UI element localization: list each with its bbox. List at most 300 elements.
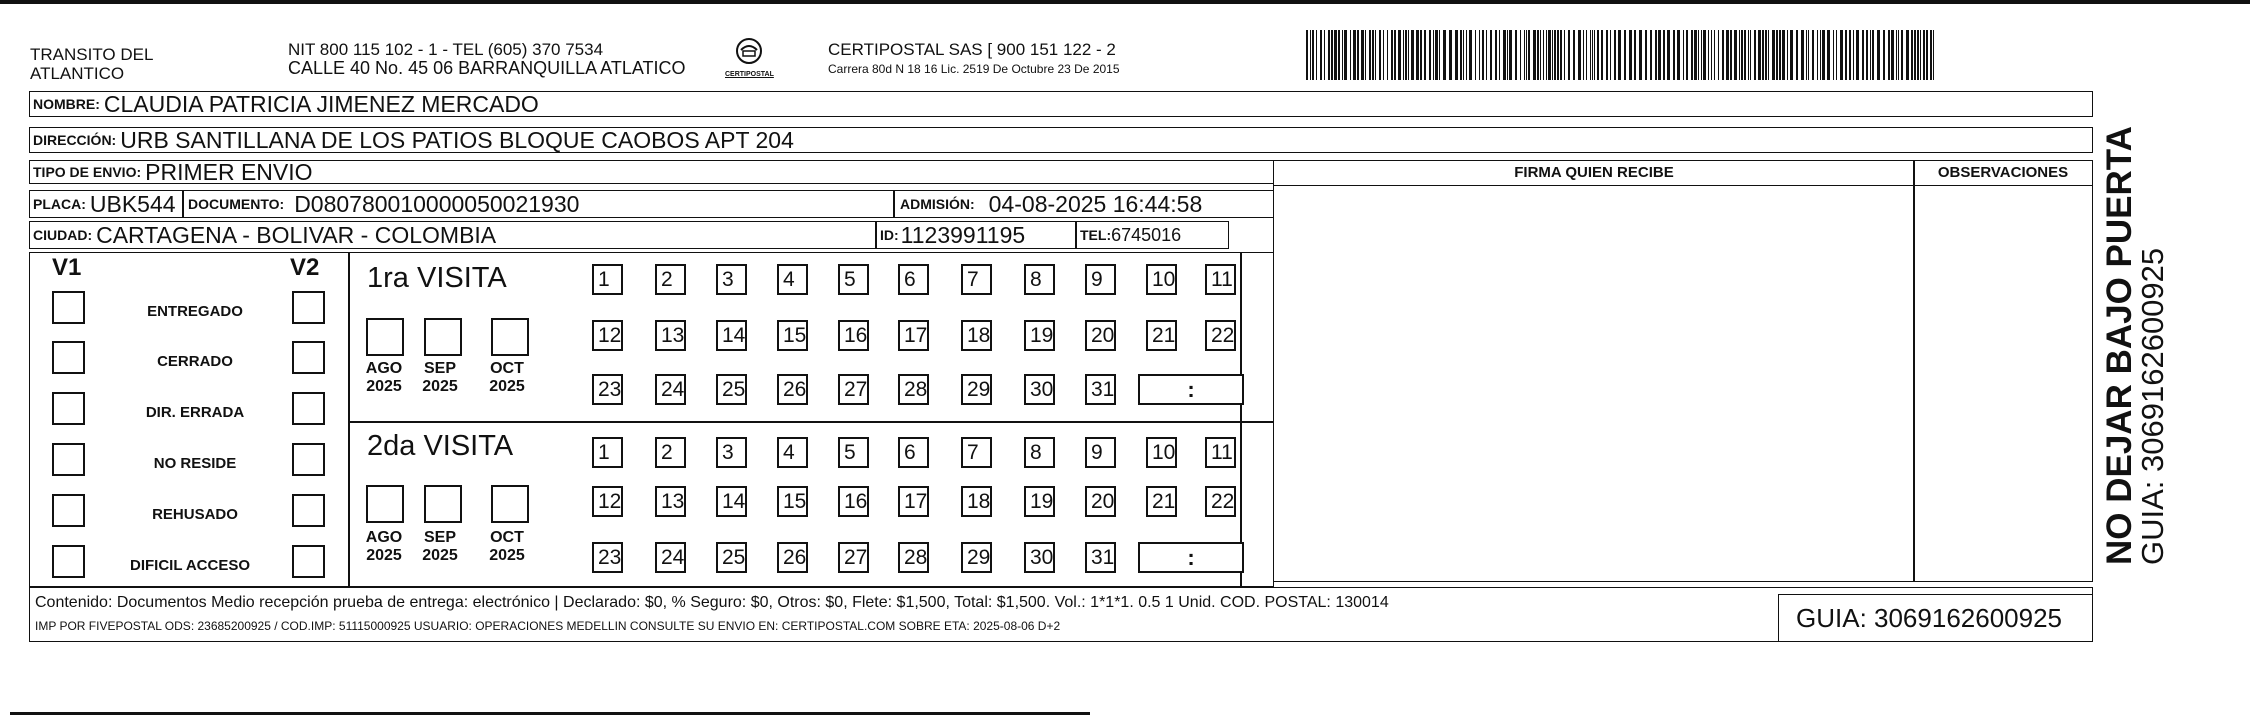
barcode-bar (1808, 30, 1809, 80)
barcode-bar (1667, 30, 1670, 80)
imp-line: IMP POR FIVEPOSTAL ODS: 23685200925 / COD.IMP: 51115000925 USUARIO: OPERACIONES MEDELLIN CONSULTE SU ENVIO EN: CERTIPOSTAL.COM SOBRE ETA: 2025-08-06 D+2 (35, 619, 1061, 633)
barcode-bar (1639, 30, 1642, 80)
no-dejar-text: NO DEJAR BAJO PUERTA (2100, 126, 2139, 565)
barcode-bar (1338, 30, 1340, 80)
barcode-bar (1822, 30, 1825, 80)
v2-checkbox[interactable] (292, 545, 325, 578)
barcode-bar (1734, 30, 1737, 80)
day-checkbox[interactable]: 1 (592, 264, 623, 295)
day-checkbox[interactable]: 31 (1085, 374, 1116, 405)
barcode-bar (1845, 30, 1847, 80)
barcode-bar (1703, 30, 1706, 80)
barcode-bar (1901, 30, 1903, 80)
barcode-bar (1920, 30, 1921, 80)
barcode-bar (1923, 30, 1925, 80)
day-checkbox[interactable]: 23 (592, 542, 623, 573)
day-checkbox[interactable]: 22 (1205, 320, 1236, 351)
nit-line: NIT 800 115 102 - 1 - TEL (605) 370 7534 (288, 40, 604, 59)
month-name: AGO (365, 529, 403, 546)
month-label (483, 529, 531, 565)
side-guia-text: GUIA: 3069162600925 (2135, 247, 2170, 565)
barcode-bar (1758, 30, 1761, 80)
month-year: 2025 (422, 547, 458, 564)
barcode-bar (1787, 30, 1788, 80)
month-label (360, 529, 408, 565)
barcode-bar (1557, 30, 1559, 80)
barcode-bar (1896, 30, 1897, 80)
barcode-bar (1435, 30, 1438, 80)
org-line-2: ATLANTICO (30, 64, 125, 83)
v2-label: V2 (290, 254, 320, 281)
v1-checkbox[interactable] (52, 291, 85, 324)
day-checkbox[interactable]: 15 (777, 486, 808, 517)
barcode-bar (1586, 30, 1587, 80)
barcode-bar (1503, 30, 1506, 80)
day-checkbox[interactable]: 17 (898, 486, 929, 517)
barcode-bar (1698, 30, 1699, 80)
org-contact (288, 40, 686, 78)
admision-divider (893, 190, 895, 218)
day-checkbox[interactable]: 6 (898, 437, 929, 468)
day-checkbox[interactable]: 21 (1146, 486, 1177, 517)
barcode-bar (1357, 30, 1359, 80)
placa-label: PLACA: (33, 196, 86, 212)
barcode-bar (1866, 30, 1868, 80)
day-checkbox[interactable]: 20 (1085, 320, 1116, 351)
v2-checkbox[interactable] (292, 341, 325, 374)
status-label: DIR. ERRADA (145, 404, 245, 421)
barcode-bar (1817, 30, 1818, 80)
nombre-value: CLAUDIA PATRICIA JIMENEZ MERCADO (103, 91, 539, 117)
month-checkbox[interactable] (366, 318, 404, 356)
barcode-bar (1394, 30, 1396, 80)
barcode-bar (1578, 30, 1581, 80)
day-checkbox[interactable]: 30 (1024, 542, 1055, 573)
barcode-bar (1568, 30, 1570, 80)
barcode-bar (1673, 30, 1675, 80)
direccion-row (29, 127, 2093, 153)
barcode-bar (1466, 30, 1467, 80)
barcode-bar (1420, 30, 1422, 80)
barcode-bar (1708, 30, 1709, 80)
tel-label: TEL: (1080, 227, 1112, 243)
barcode-bar (1546, 30, 1547, 80)
day-checkbox[interactable]: 5 (838, 264, 869, 295)
barcode-bar (1779, 30, 1781, 80)
barcode-bar (1526, 30, 1527, 80)
day-checkbox[interactable]: 30 (1024, 374, 1055, 405)
barcode-bar (1833, 30, 1834, 80)
placa-divider (182, 190, 184, 218)
barcode-bar (1754, 30, 1756, 80)
v2-checkbox[interactable] (292, 392, 325, 425)
barcode-bar (1606, 30, 1608, 80)
barcode-bar (1405, 30, 1407, 80)
status-label: NO RESIDE (153, 455, 237, 472)
admision-field (900, 190, 1202, 218)
documento-label: DOCUMENTO: (188, 196, 285, 212)
day-checkbox[interactable]: 13 (655, 486, 686, 517)
barcode-bar (1898, 30, 1899, 80)
barcode-bar (1691, 30, 1693, 80)
day-checkbox[interactable]: 18 (961, 486, 992, 517)
day-checkbox[interactable]: 8 (1024, 437, 1055, 468)
ciudad-value: CARTAGENA - BOLIVAR - COLOMBIA (96, 221, 497, 248)
barcode-bar (1353, 30, 1356, 80)
v1-label: V1 (52, 254, 82, 281)
barcode-bar (1387, 30, 1388, 80)
day-checkbox[interactable]: 14 (716, 320, 747, 351)
day-checkbox[interactable]: 27 (838, 374, 869, 405)
month-label (483, 360, 531, 396)
company-info (828, 40, 1120, 76)
barcode-bar (1443, 30, 1446, 80)
barcode-bar (1827, 30, 1830, 80)
barcode-bar (1560, 30, 1562, 80)
barcode-bar (1515, 30, 1517, 80)
placa-value: UBK544 (89, 190, 176, 217)
barcode-bar (1403, 30, 1404, 80)
barcode-bar (1748, 30, 1749, 80)
visit1-title: 1ra VISITA (367, 262, 507, 294)
barcode-bar (1812, 30, 1814, 80)
barcode-bar (1655, 30, 1657, 80)
barcode-bar (1914, 30, 1916, 80)
day-checkbox[interactable]: 22 (1205, 486, 1236, 517)
address-line: CALLE 40 No. 45 06 BARRANQUILLA ATLATICO (288, 58, 686, 78)
month-name: SEP (423, 529, 456, 546)
barcode-bar (1416, 30, 1419, 80)
month-checkbox[interactable] (366, 485, 404, 523)
id-value: 1123991195 (900, 221, 1026, 248)
barcode-bar (1840, 30, 1843, 80)
admision-label: ADMISIÓN: (900, 196, 975, 212)
top-border (0, 0, 2250, 4)
barcode-bar (1744, 30, 1746, 80)
day-checkbox[interactable]: 19 (1024, 486, 1055, 517)
month-label (360, 360, 408, 396)
barcode-bar (1528, 30, 1530, 80)
month-checkbox[interactable] (424, 485, 462, 523)
org-name (30, 45, 153, 83)
barcode-bar (1495, 30, 1497, 80)
barcode-bar (1856, 30, 1859, 80)
month-checkbox[interactable] (424, 318, 462, 356)
v1-checkbox[interactable] (52, 545, 85, 578)
day-checkbox[interactable]: 11 (1205, 264, 1236, 295)
barcode-bar (1645, 30, 1647, 80)
day-checkbox[interactable]: 1 (592, 437, 623, 468)
barcode-bar (1312, 30, 1314, 80)
barcode-bar (1930, 30, 1932, 80)
day-checkbox[interactable]: 6 (898, 264, 929, 295)
barcode-bar (1310, 30, 1311, 80)
day-checkbox[interactable]: 3 (716, 437, 747, 468)
barcode-bar (1424, 30, 1426, 80)
month-name: OCT (490, 529, 524, 546)
barcode-bar (1573, 30, 1575, 80)
month-year: 2025 (489, 547, 525, 564)
logo-icon (734, 36, 764, 66)
nombre-row (29, 91, 2093, 117)
day-checkbox[interactable]: 2 (655, 264, 686, 295)
barcode-bar (1486, 30, 1487, 80)
day-checkbox[interactable]: 9 (1085, 264, 1116, 295)
day-checkbox[interactable]: 16 (838, 486, 869, 517)
barcode-bar (1533, 30, 1536, 80)
day-checkbox[interactable]: 29 (961, 542, 992, 573)
barcode-bar (1711, 30, 1712, 80)
barcode-bar (1911, 30, 1913, 80)
company-address: Carrera 80d N 18 16 Lic. 2519 De Octubre 23 De 2015 (828, 62, 1120, 76)
day-checkbox[interactable]: 13 (655, 320, 686, 351)
barcode-bar (1499, 30, 1500, 80)
barcode-bar (1306, 30, 1308, 80)
day-checkbox[interactable]: 7 (961, 437, 992, 468)
day-checkbox[interactable]: 14 (716, 486, 747, 517)
barcode-bar (1537, 30, 1539, 80)
barcode-bar (1750, 30, 1751, 80)
day-checkbox[interactable]: 26 (777, 374, 808, 405)
v1-checkbox[interactable] (52, 392, 85, 425)
barcode-bar (1463, 30, 1464, 80)
day-checkbox[interactable]: 20 (1085, 486, 1116, 517)
barcode-bar (1383, 30, 1384, 80)
month-checkbox[interactable] (491, 318, 529, 356)
barcode-bar (1806, 30, 1807, 80)
day-checkbox[interactable]: 11 (1205, 437, 1236, 468)
visit-divider-right (1240, 252, 1242, 587)
day-checkbox[interactable]: 4 (777, 437, 808, 468)
barcode-bar (1853, 30, 1854, 80)
barcode-bar (1328, 30, 1330, 80)
barcode-bar (1540, 30, 1541, 80)
month-name: OCT (490, 360, 524, 377)
barcode-bar (1926, 30, 1928, 80)
day-checkbox[interactable]: 24 (655, 374, 686, 405)
barcode-bar (1741, 30, 1743, 80)
documento-value: D080780010000050021930 (294, 190, 580, 217)
barcode-bar (1624, 30, 1626, 80)
barcode-bar (1870, 30, 1871, 80)
day-checkbox[interactable]: 25 (716, 542, 747, 573)
month-year: 2025 (489, 378, 525, 395)
day-checkbox[interactable]: 28 (898, 542, 929, 573)
day-checkbox[interactable]: 21 (1146, 320, 1177, 351)
barcode-bar (1372, 30, 1374, 80)
month-name: SEP (423, 360, 456, 377)
month-year: 2025 (366, 378, 402, 395)
direccion-value: URB SANTILLANA DE LOS PATIOS BLOQUE CAOBOS APT 204 (120, 127, 794, 153)
barcode-bar (1686, 30, 1688, 80)
tipo-value: PRIMER ENVIO (145, 160, 313, 184)
month-label (416, 529, 464, 565)
barcode-bar (1379, 30, 1381, 80)
barcode-bar (1552, 30, 1553, 80)
logo-text: CERTIPOSTAL (725, 71, 774, 78)
barcode-bar (1334, 30, 1337, 80)
barcode-bar (1324, 30, 1325, 80)
status-label: ENTREGADO (147, 303, 243, 320)
barcode-bar (1548, 30, 1551, 80)
day-checkbox[interactable]: 15 (777, 320, 808, 351)
org-line-1: TRANSITO DEL (30, 45, 154, 64)
barcode-bar (1543, 30, 1544, 80)
day-checkbox[interactable]: 25 (716, 374, 747, 405)
barcode-bar (1730, 30, 1732, 80)
barcode-bar (1765, 30, 1767, 80)
day-checkbox[interactable]: 31 (1085, 542, 1116, 573)
day-checkbox[interactable]: 12 (592, 320, 623, 351)
barcode-bar (1344, 30, 1347, 80)
day-checkbox[interactable]: 27 (838, 542, 869, 573)
barcode-bar (1429, 30, 1431, 80)
barcode-bar (1801, 30, 1804, 80)
month-label (416, 360, 464, 396)
day-checkbox[interactable]: 7 (961, 264, 992, 295)
barcode-bar (1590, 30, 1591, 80)
barcode-bar (1772, 30, 1775, 80)
status-label: DIFICIL ACCESO (129, 557, 250, 574)
day-checkbox[interactable]: 9 (1085, 437, 1116, 468)
month-year: 2025 (366, 547, 402, 564)
day-checkbox[interactable]: 8 (1024, 264, 1055, 295)
barcode-bar (1331, 30, 1333, 80)
day-checkbox[interactable]: 3 (716, 264, 747, 295)
day-checkbox[interactable]: 10 (1146, 437, 1177, 468)
barcode-bar (1350, 30, 1351, 80)
status-label: CERRADO (157, 353, 233, 370)
barcode-bar (1610, 30, 1611, 80)
barcode-bar (1365, 30, 1366, 80)
v1-checkbox[interactable] (52, 341, 85, 374)
barcode-bar (1694, 30, 1697, 80)
day-checkbox[interactable]: 10 (1146, 264, 1177, 295)
tel-divider (1075, 221, 1077, 249)
barcode-bar (1677, 30, 1680, 80)
barcode-bar (1564, 30, 1565, 80)
firma-panel (1273, 160, 1915, 582)
day-checkbox[interactable]: 12 (592, 486, 623, 517)
barcode-bar (1391, 30, 1393, 80)
time-box[interactable]: : (1138, 374, 1244, 405)
barcode-bar (1398, 30, 1401, 80)
barcode-bar (1594, 30, 1595, 80)
barcode-bar (1614, 30, 1616, 80)
barcode-bar (1375, 30, 1376, 80)
day-checkbox[interactable]: 19 (1024, 320, 1055, 351)
day-checkbox[interactable]: 17 (898, 320, 929, 351)
v1-checkbox[interactable] (52, 443, 85, 476)
barcode-bar (1739, 30, 1740, 80)
day-checkbox[interactable]: 28 (898, 374, 929, 405)
time-box[interactable]: : (1138, 542, 1244, 573)
barcode-bar (1658, 30, 1661, 80)
visit2-title: 2da VISITA (367, 430, 514, 462)
barcode-bar (1776, 30, 1778, 80)
barcode-bar (1361, 30, 1364, 80)
barcode-bar (1883, 30, 1885, 80)
contenido-text: Contenido: Documentos Medio recepción prueba de entrega: electrónico | Declarado: $0, % Seguro: $0, Otros: $0, Flete: $1,500, Total: $1,500. Vol.: 1*1*1. 0.5 1 Unid. COD. POSTAL: 130014 (35, 594, 1389, 611)
barcode-bar (1592, 30, 1593, 80)
day-checkbox[interactable]: 2 (655, 437, 686, 468)
direccion-label: DIRECCIÓN: (33, 132, 117, 148)
barcode-bar (1790, 30, 1793, 80)
barcode-bar (1433, 30, 1434, 80)
day-checkbox[interactable]: 26 (777, 542, 808, 573)
barcode-bar (1872, 30, 1874, 80)
status-label: REHUSADO (152, 506, 238, 523)
barcode-bar (1618, 30, 1621, 80)
barcode-bar (1888, 30, 1890, 80)
month-name: AGO (365, 360, 403, 377)
barcode-bar (1933, 30, 1934, 80)
ciudad-row (29, 221, 1229, 249)
barcode-bar (1597, 30, 1599, 80)
v2-checkbox[interactable] (292, 443, 325, 476)
barcode (1306, 30, 1936, 80)
company-line: CERTIPOSTAL SAS [ 900 151 122 - 2 (828, 40, 1116, 59)
barcode-bar (1475, 30, 1476, 80)
barcode-bar (1411, 30, 1414, 80)
barcode-bar (1479, 30, 1480, 80)
day-checkbox[interactable]: 24 (655, 542, 686, 573)
day-checkbox[interactable]: 16 (838, 320, 869, 351)
day-checkbox[interactable]: 18 (961, 320, 992, 351)
tel-field (1080, 221, 1181, 249)
barcode-bar (1836, 30, 1837, 80)
barcode-bar (1762, 30, 1764, 80)
barcode-bar (1455, 30, 1458, 80)
firma-label: FIRMA QUIEN RECIBE (1274, 161, 1914, 186)
barcode-bar (1449, 30, 1452, 80)
id-divider (875, 221, 877, 249)
barcode-bar (1891, 30, 1894, 80)
barcode-bar (1714, 30, 1715, 80)
barcode-bar (1849, 30, 1851, 80)
visit-divider-vertical (348, 252, 350, 587)
barcode-bar (1782, 30, 1785, 80)
v1-checkbox[interactable] (52, 494, 85, 527)
barcode-bar (1524, 30, 1525, 80)
day-checkbox[interactable]: 29 (961, 374, 992, 405)
barcode-bar (1490, 30, 1492, 80)
barcode-bar (1460, 30, 1462, 80)
v2-checkbox[interactable] (292, 291, 325, 324)
barcode-bar (1634, 30, 1636, 80)
barcode-bar (1469, 30, 1472, 80)
barcode-bar (1917, 30, 1919, 80)
barcode-bar (1320, 30, 1322, 80)
tipo-row (29, 160, 1274, 184)
barcode-bar (1342, 30, 1343, 80)
barcode-bar (1862, 30, 1864, 80)
v2-checkbox[interactable] (292, 494, 325, 527)
barcode-bar (1583, 30, 1584, 80)
barcode-bar (1820, 30, 1821, 80)
barcode-bar (1718, 30, 1719, 80)
day-checkbox[interactable]: 23 (592, 374, 623, 405)
nombre-label: NOMBRE: (33, 96, 100, 112)
guia-text: GUIA: 3069162600925 (1796, 603, 2062, 633)
barcode-bar (1509, 30, 1512, 80)
day-checkbox[interactable]: 5 (838, 437, 869, 468)
month-checkbox[interactable] (491, 485, 529, 523)
day-checkbox[interactable]: 4 (777, 264, 808, 295)
admision-value: 04-08-2025 16:44:58 (988, 190, 1203, 217)
barcode-bar (1683, 30, 1684, 80)
barcode-bar (1601, 30, 1603, 80)
